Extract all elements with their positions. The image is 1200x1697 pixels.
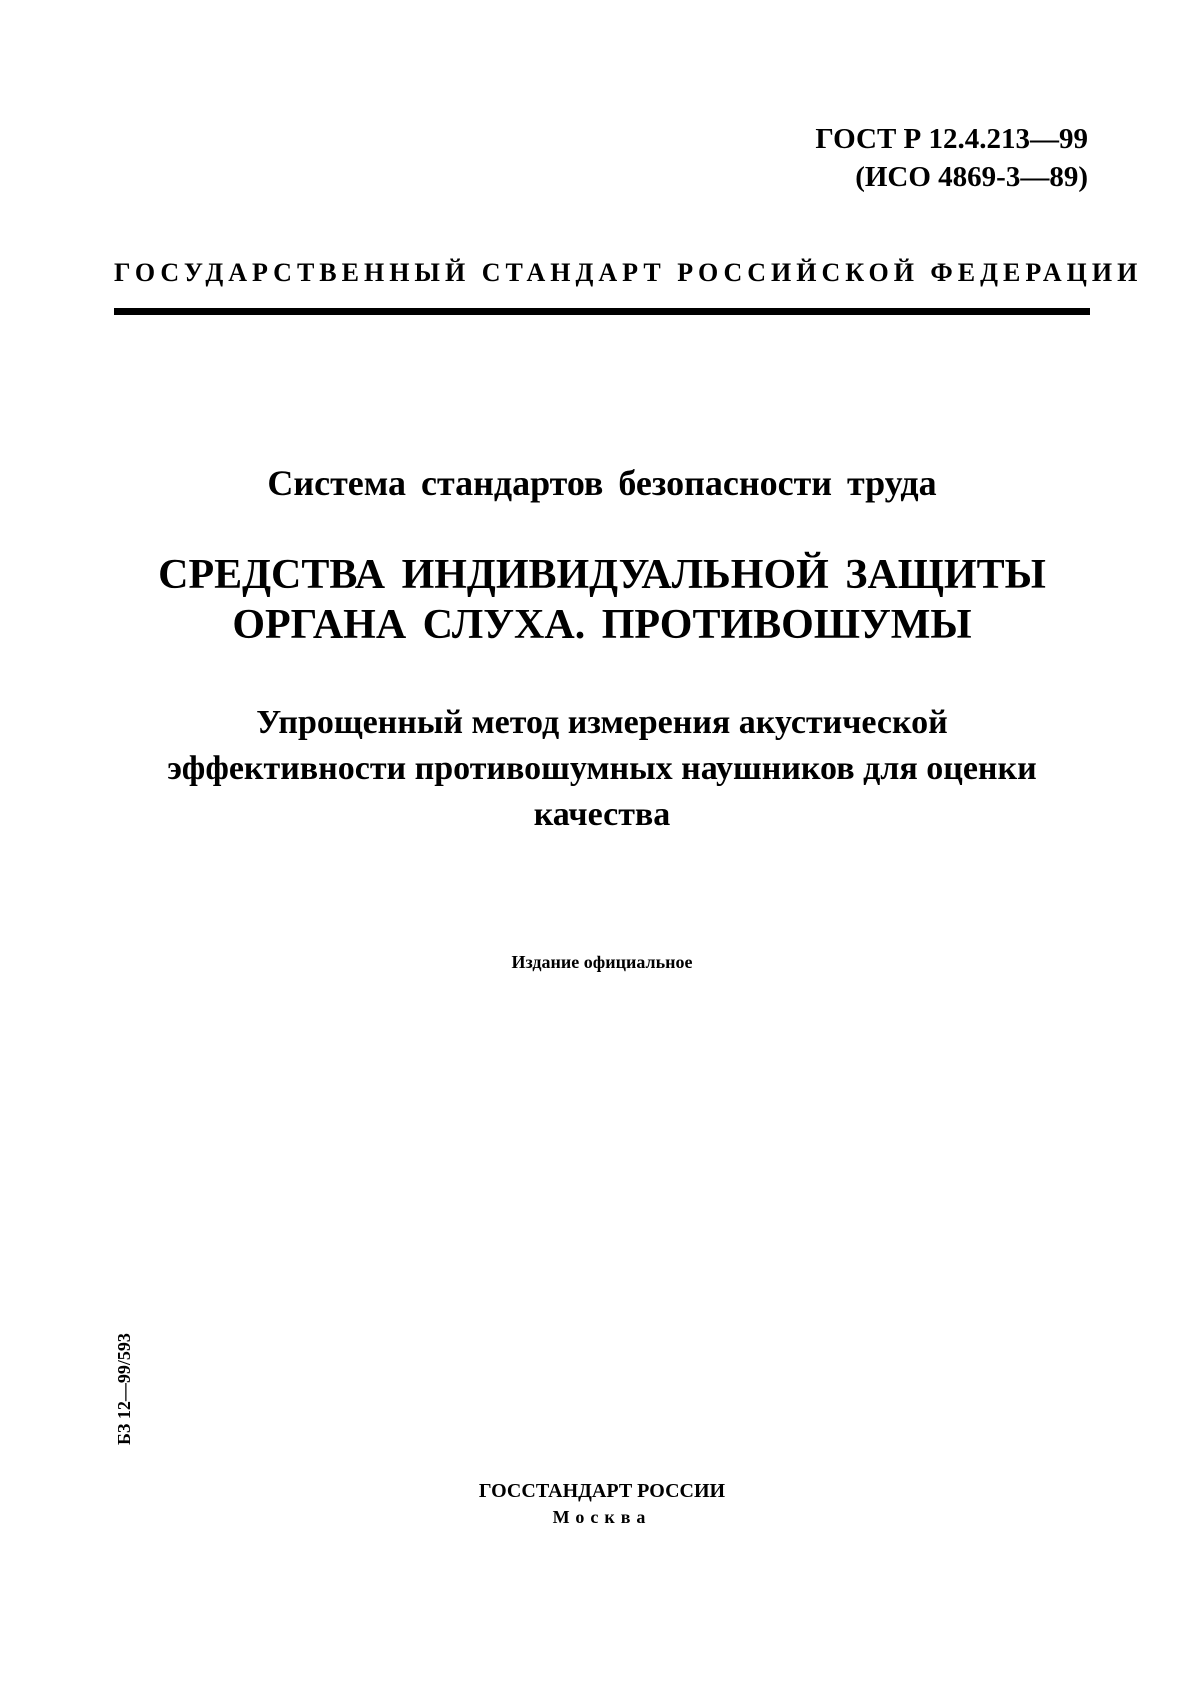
main-title-line-2: ОРГАНА СЛУХА. ПРОТИВОШУМЫ xyxy=(232,602,972,648)
subtitle xyxy=(114,700,1090,838)
series-title: Система стандартов безопасности труда xyxy=(267,463,937,503)
iso-reference: (ИСО 4869-3—89) xyxy=(855,161,1088,193)
heading-divider xyxy=(114,308,1090,315)
main-title xyxy=(114,550,1090,650)
standard-number: ГОСТ Р 12.4.213—99 xyxy=(815,123,1088,155)
edition-label: Издание официальное xyxy=(511,952,693,972)
subtitle-line-2: эффективности противошумных наушников для оценки xyxy=(167,750,1037,787)
subtitle-line-3: качества xyxy=(533,796,671,833)
subtitle-line-1: Упрощенный метод измерения акустической xyxy=(256,704,948,741)
main-title-line-1: СРЕДСТВА ИНДИВИДУАЛЬНОЙ ЗАЩИТЫ xyxy=(158,552,1046,598)
standard-designation xyxy=(815,120,1088,196)
publisher-block xyxy=(114,1478,1090,1530)
publisher-city: Москва xyxy=(552,1507,652,1527)
publisher-name: ГОССТАНДАРТ РОССИИ xyxy=(478,1480,726,1502)
state-standard-heading: ГОСУДАРСТВЕННЫЙ СТАНДАРТ РОССИЙСКОЙ ФЕДЕРАЦИИ xyxy=(114,258,1143,287)
side-catalog-code: БЗ 12—99/593 xyxy=(114,1333,134,1445)
